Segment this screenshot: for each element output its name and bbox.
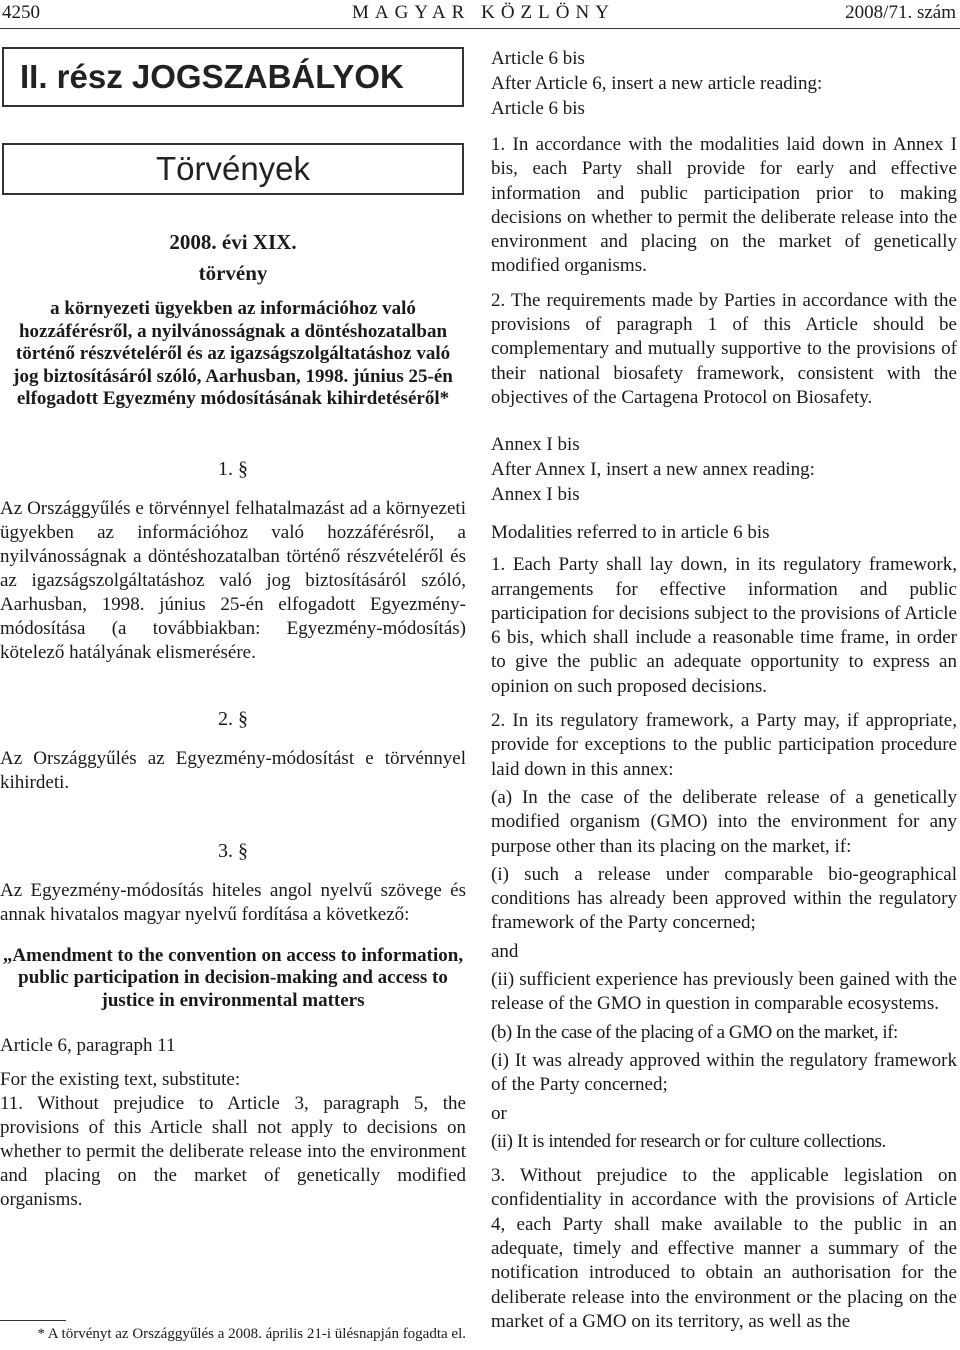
journal-title: MAGYAR KÖZLÖNY — [352, 2, 615, 23]
substitute-instruction: For the existing text, substitute: — [0, 1069, 241, 1090]
law-title: a környezeti ügyekben az információhoz való hozzáférésről, a nyilvánosságnak a döntéshozatalban történő részvételéről és az igazságszolgáltatáshoz való jog biztosításáról szóló, Aarhusban, 1998. június 25-én elfogadott Egyezmény módosításának kihirdetéséről* — [13, 298, 453, 409]
amendment-title: „Amendment to the convention on access to information, public participation in decision-making and access to justice in environmental matters — [2, 944, 464, 1011]
conjunction-and: and — [491, 940, 519, 962]
annex-heading: Annex I bis — [491, 434, 580, 456]
right-column — [491, 46, 957, 1334]
part-heading-box: II. rész JOGSZABÁLYOK — [2, 47, 464, 107]
annex-paragraph-2a-ii: (ii) sufficient experience has previously been gained with the release of the GMO in question in comparable ecosystems. — [491, 969, 957, 1015]
page-number: 4250 — [2, 2, 40, 23]
annex-paragraph-2a: (a) In the case of the deliberate release of a genetically modified organism (GMO) into the environment for any purpose other than its placing on the market, if: — [491, 786, 957, 857]
annex-paragraph-2b: (b) In the case of the placing of a GMO on the market, if: — [491, 1021, 898, 1043]
article-6-bis-insert-instruction: After Article 6, insert a new article reading: — [491, 73, 823, 94]
section-3-text: Az Egyezmény-módosítás hiteles angol nyelvű szövege és annak hivatalos magyar nyelvű fordítása a következő: — [0, 879, 466, 925]
article-6-bis-paragraph-1: 1. In accordance with the modalities laid down in Annex I bis, each Party shall provide for early and effective information and public participation prior to making decisions on whether to permit the deliberate release into the environment and placing on the market of genetically modified organisms. — [491, 134, 957, 277]
footnote: * A törvényt az Országgyűlés a 2008. április 21-i ülésnapján fogadta el. — [37, 1326, 466, 1342]
annex-paragraph-2b-i: (i) It was already approved within the regulatory framework of the Party concerned; — [491, 1049, 957, 1096]
section-heading-box: Törvények — [2, 143, 464, 195]
section-1-heading: 1. § — [218, 457, 248, 480]
annex-paragraph-2a-i: (i) such a release under comparable bio-geographical conditions has already been approved within the regulatory framework of the Party concerned; — [491, 863, 957, 934]
conjunction-or: or — [491, 1102, 507, 1124]
section-1-text: Az Országgyűlés e törvénnyel felhatalmazást ad a környezeti ügyekben az információhoz való hozzáférésről, a nyilvánosságnak a döntéshozatalban történő részvételéről és az igazságszolgáltatáshoz való jog biztosításáról szóló, Aarhusban, 1998. június 25-én elfogadott Egyezmény-módosítása (a továbbiakban: Egyezmény-módosítás) kötelező hatályának elismerésére. — [0, 497, 466, 663]
law-type: törvény — [198, 261, 268, 285]
article-6-bis-heading-2: Article 6 bis — [491, 98, 585, 119]
annex-heading-2: Annex I bis — [491, 484, 580, 506]
article-6-bis-heading: Article 6 bis — [491, 48, 585, 69]
section-3-heading: 3. § — [218, 839, 248, 862]
annex-paragraph-1: 1. Each Party shall lay down, in its regulatory framework, arrangements for effective information and public participation for decisions subject to the provisions of Article 6 bis, which shall include a reasonable time frame, in order to give the public an adequate opportunity to express an opinion on such proposed decisions. — [491, 554, 957, 697]
left-column — [0, 228, 466, 1212]
paragraph-11-text: 11. Without prejudice to Article 3, paragraph 5, the provisions of this Article shall not apply to decisions on whether to permit the deliberate release into the environment and placing on the market of genetically modified organisms. — [0, 1093, 466, 1210]
modalities-heading: Modalities referred to in article 6 bis — [491, 522, 770, 544]
header-rule — [0, 28, 960, 29]
annex-paragraph-3: 3. Without prejudice to the applicable legislation on confidentiality in accordance with the provisions of Article 4, each Party shall make available to the public in an adequate, timely and effective manner a summary of the notification introduced to obtain an authorisation for the deliberate release into the environment or the placing on the market of a GMO on its territory, as well as the — [491, 1165, 957, 1332]
article-6-bis-paragraph-2: 2. The requirements made by Parties in accordance with the provisions of paragraph 1 of this Article should be complementary and mutually supportive to the provisions of their national biosafety framework, consistent with the objectives of the Cartagena Protocol on Biosafety. — [491, 289, 957, 408]
section-2-text: Az Országgyűlés az Egyezmény-módosítást e törvénnyel kihirdeti. — [0, 747, 466, 793]
section-2-heading: 2. § — [218, 707, 248, 730]
law-number: 2008. évi XIX. — [169, 230, 297, 254]
annex-paragraph-2: 2. In its regulatory framework, a Party may, if appropriate, provide for exceptions to the public participation procedure laid down in this annex: — [491, 710, 957, 780]
issue-number: 2008/71. szám — [845, 2, 956, 23]
article-6-paragraph-11-heading: Article 6, paragraph 11 — [0, 1035, 176, 1056]
annex-paragraph-2b-ii: (ii) It is intended for research or for culture collections. — [491, 1130, 886, 1152]
footnote-rule — [0, 1320, 66, 1321]
annex-insert-instruction: After Annex I, insert a new annex reading: — [491, 459, 815, 481]
